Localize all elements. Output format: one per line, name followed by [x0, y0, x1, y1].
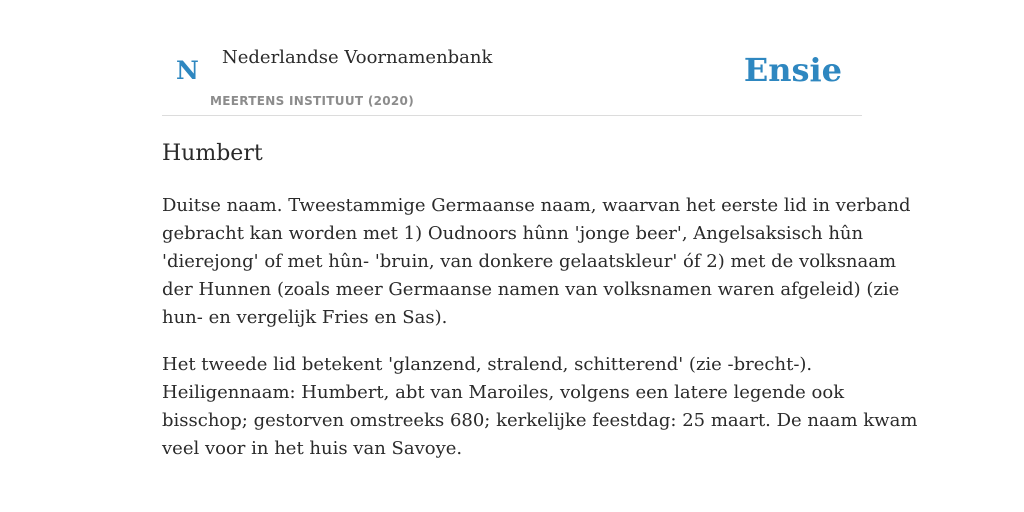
source-publisher: MEERTENS INSTITUUT (2020) — [210, 94, 414, 108]
source-header — [162, 40, 862, 116]
brand-logo-link[interactable]: Ensie — [743, 51, 842, 89]
entry-title: Humbert — [162, 141, 263, 166]
paragraph-line: Heiligennaam: Humbert, abt van Maroiles, volgens een latere legende ook — [162, 382, 845, 403]
paragraph-line: der Hunnen (zoals meer Germaanse namen van volksnamen waren afgeleid) (zie — [162, 279, 900, 300]
paragraph-line: veel voor in het huis van Savoye. — [162, 438, 463, 459]
paragraph-line: hun- en vergelijk Fries en Sas). — [162, 307, 448, 328]
paragraph-line: gebracht kan worden met 1) Oudnoors hûnn 'jonge beer', Angelsaksisch hûn — [162, 223, 864, 244]
paragraph-line: Het tweede lid betekent 'glanzend, stralend, schitterend' (zie -brecht-). — [162, 354, 813, 375]
entry-paragraph-2 — [162, 351, 918, 463]
source-title-link[interactable]: Nederlandse Voornamenbank — [222, 47, 493, 68]
source-logo[interactable]: N — [176, 56, 199, 85]
paragraph-line: 'dierejong' of met hûn- 'bruin, van donkere gelaatskleur' óf 2) met de volksnaam — [162, 251, 897, 272]
paragraph-line: bisschop; gestorven omstreeks 680; kerkelijke feestdag: 25 maart. De naam kwam — [162, 410, 918, 431]
entry-paragraph-1 — [162, 192, 911, 332]
paragraph-line: Duitse naam. Tweestammige Germaanse naam, waarvan het eerste lid in verband — [162, 195, 911, 216]
